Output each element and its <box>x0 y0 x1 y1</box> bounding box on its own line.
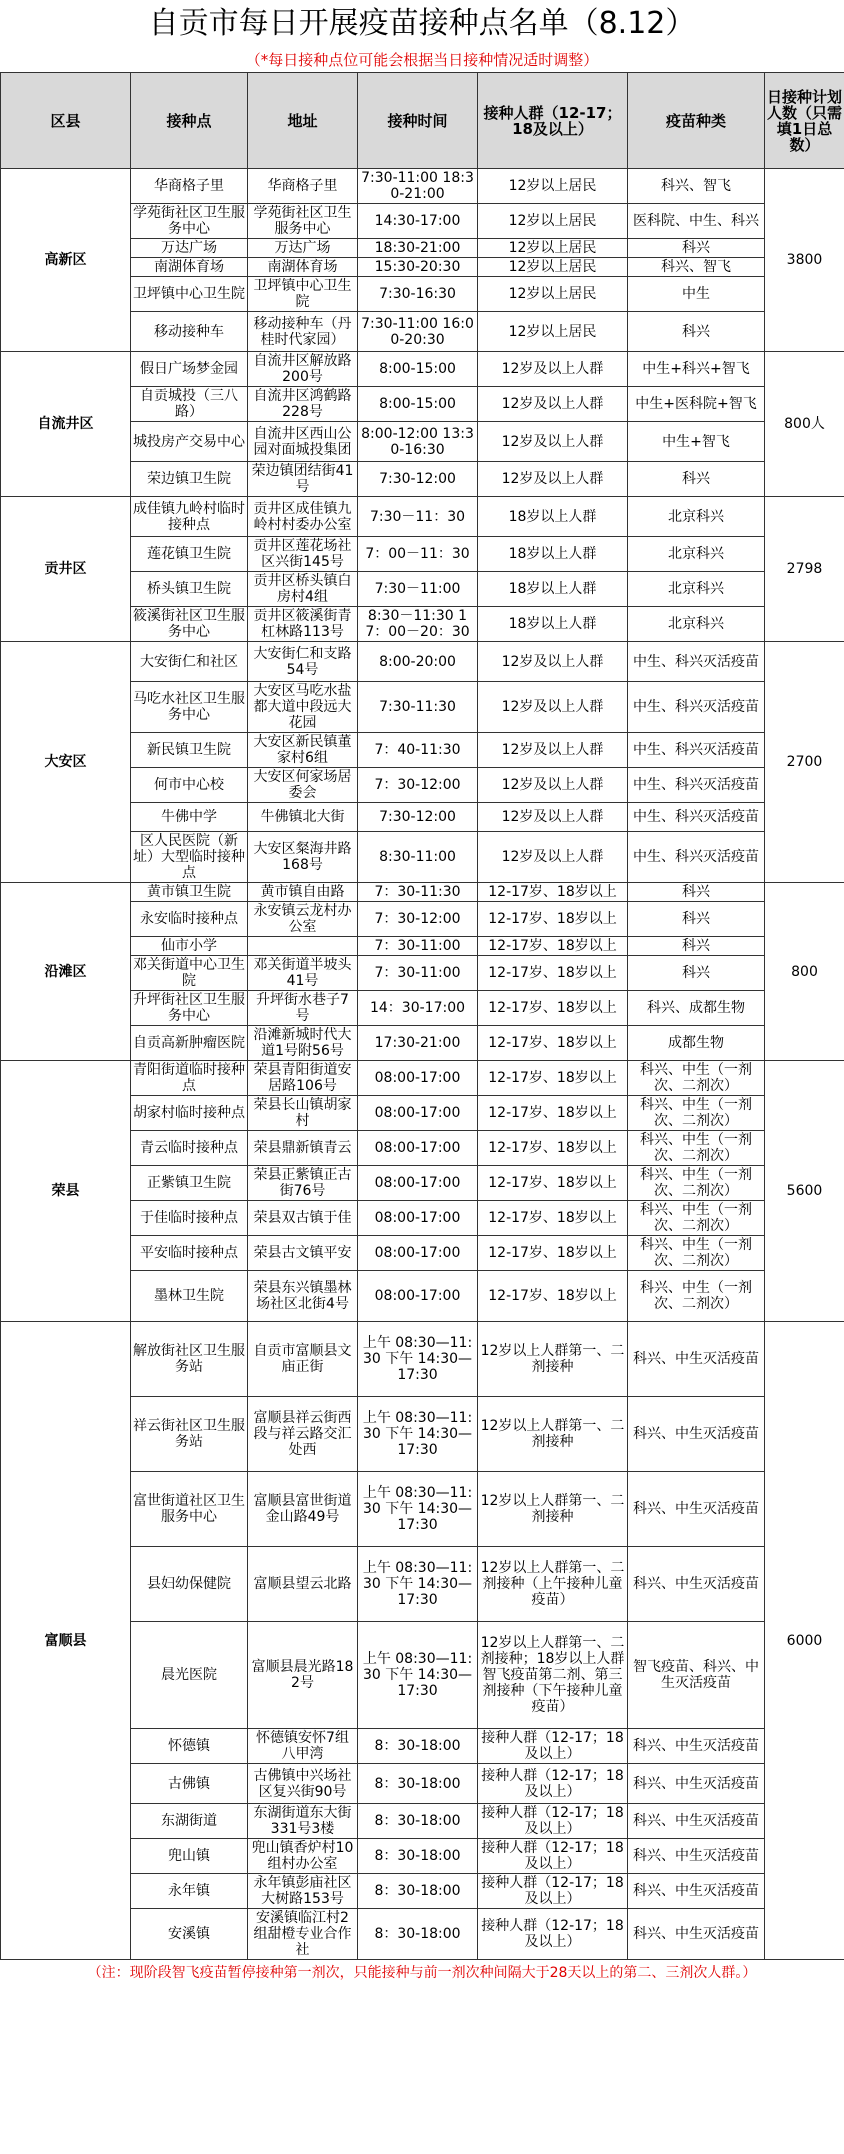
site-cell: 假日广场梦金园 <box>131 352 248 387</box>
daily-total-cell: 2798 <box>765 497 844 642</box>
address-cell: 大安街仁和支路54号 <box>248 642 358 682</box>
address-cell: 黄市镇自由路 <box>248 883 358 902</box>
site-cell: 成佳镇九岭村临时接种点 <box>131 497 248 537</box>
vaccine-cell: 北京科兴 <box>628 607 765 642</box>
address-cell: 荣县长山镇胡家村 <box>248 1096 358 1131</box>
site-cell: 安溪镇 <box>131 1909 248 1960</box>
vaccine-cell: 科兴、中生灭活疫苗 <box>628 1729 765 1764</box>
header-daily-total: 日接种计划人数（只需填1日总数） <box>765 73 844 169</box>
group-cell: 12-17岁、18岁以上 <box>478 1236 628 1271</box>
group-cell: 12-17岁、18岁以上 <box>478 1166 628 1201</box>
time-cell: 8:30-11:00 <box>358 832 478 883</box>
site-cell: 胡家村临时接种点 <box>131 1096 248 1131</box>
district-cell: 贡井区 <box>1 497 131 642</box>
address-cell: 富顺县晨光路182号 <box>248 1622 358 1729</box>
time-cell: 08:00-17:00 <box>358 1166 478 1201</box>
site-cell: 兜山镇 <box>131 1839 248 1874</box>
vaccine-cell: 科兴、中生（一剂次、二剂次） <box>628 1096 765 1131</box>
group-cell: 12岁及以上人群 <box>478 387 628 422</box>
site-cell: 莲花镇卫生院 <box>131 537 248 572</box>
vaccine-cell: 中生 <box>628 277 765 312</box>
address-cell: 富顺县望云北路 <box>248 1547 358 1622</box>
table-row <box>1 169 844 204</box>
vaccine-cell: 科兴、中生（一剂次、二剂次） <box>628 1271 765 1322</box>
site-cell: 邓关街道中心卫生院 <box>131 956 248 991</box>
address-cell: 华商格子里 <box>248 169 358 204</box>
vaccine-cell: 科兴、中生灭活疫苗 <box>628 1547 765 1622</box>
site-cell: 何市中心校 <box>131 768 248 803</box>
group-cell: 12-17岁、18岁以上 <box>478 937 628 956</box>
group-cell: 18岁以上人群 <box>478 572 628 607</box>
address-cell: 贡井区莲花场社区兴街145号 <box>248 537 358 572</box>
vaccine-cell: 科兴、中生（一剂次、二剂次） <box>628 1236 765 1271</box>
group-cell: 18岁以上人群 <box>478 607 628 642</box>
header-group: 接种人群（12-17；18及以上） <box>478 73 628 169</box>
table-row <box>1 497 844 537</box>
group-cell: 12岁及以上人群 <box>478 642 628 682</box>
daily-total-cell: 3800 <box>765 169 844 352</box>
vaccine-cell: 科兴、中生灭活疫苗 <box>628 1804 765 1839</box>
group-cell: 12岁以上人群第一、二剂接种 <box>478 1322 628 1397</box>
table-row <box>1 642 844 682</box>
site-cell: 自贡高新肿瘤医院 <box>131 1026 248 1061</box>
address-cell: 永年镇彭庙社区大树路153号 <box>248 1874 358 1909</box>
group-cell: 12-17岁、18岁以上 <box>478 902 628 937</box>
site-cell: 平安临时接种点 <box>131 1236 248 1271</box>
address-cell: 古佛镇中兴场社区复兴街90号 <box>248 1764 358 1804</box>
vaccine-cell: 科兴 <box>628 902 765 937</box>
site-cell: 自贡城投（三八路） <box>131 387 248 422</box>
group-cell: 接种人群（12-17；18及以上） <box>478 1839 628 1874</box>
address-cell: 自流井区解放路200号 <box>248 352 358 387</box>
vaccine-cell: 科兴 <box>628 239 765 258</box>
vaccine-cell: 科兴、中生灭活疫苗 <box>628 1472 765 1547</box>
group-cell: 12岁及以上人群 <box>478 352 628 387</box>
group-cell: 12-17岁、18岁以上 <box>478 1096 628 1131</box>
time-cell: 7：30-11:00 <box>358 937 478 956</box>
address-cell: 荣县正紫镇正古街76号 <box>248 1166 358 1201</box>
site-cell: 古佛镇 <box>131 1764 248 1804</box>
group-cell: 12-17岁、18岁以上 <box>478 1131 628 1166</box>
time-cell: 8:00-15:00 <box>358 387 478 422</box>
vaccine-cell: 科兴、中生灭活疫苗 <box>628 1839 765 1874</box>
address-cell: 东湖街道东大街331号3楼 <box>248 1804 358 1839</box>
group-cell: 12岁及以上人群 <box>478 803 628 832</box>
vaccine-cell: 中生、科兴灭活疫苗 <box>628 803 765 832</box>
vaccine-cell: 中生+科兴+智飞 <box>628 352 765 387</box>
address-cell: 大安区粲海井路168号 <box>248 832 358 883</box>
vaccine-cell: 北京科兴 <box>628 497 765 537</box>
site-cell: 富世街道社区卫生服务中心 <box>131 1472 248 1547</box>
time-cell: 7:30－11:00 <box>358 572 478 607</box>
address-cell: 大安区马吃水盐都大道中段远大花园 <box>248 682 358 733</box>
time-cell: 7:30-11:30 <box>358 682 478 733</box>
vaccine-cell: 科兴 <box>628 312 765 352</box>
site-cell: 筱溪街社区卫生服务中心 <box>131 607 248 642</box>
footnote: （注：现阶段智飞疫苗暂停接种第一剂次，只能接种与前一剂次种间隔大于28天以上的第二、三剂次人群。） <box>87 1965 757 1981</box>
time-cell: 上午 08:30—11:30 下午 14:30—17:30 <box>358 1322 478 1397</box>
vaccine-cell: 科兴、中生灭活疫苗 <box>628 1322 765 1397</box>
site-cell: 牛佛中学 <box>131 803 248 832</box>
site-cell: 解放街社区卫生服务站 <box>131 1322 248 1397</box>
group-cell: 12-17岁、18岁以上 <box>478 956 628 991</box>
time-cell: 7:30－11：30 <box>358 497 478 537</box>
time-cell: 17:30-21:00 <box>358 1026 478 1061</box>
group-cell: 12岁及以上人群 <box>478 422 628 462</box>
group-cell: 12岁及以上人群 <box>478 768 628 803</box>
address-cell: 移动接种车（丹桂时代家园） <box>248 312 358 352</box>
vaccine-cell: 科兴、智飞 <box>628 258 765 277</box>
address-cell: 荣县古文镇平安 <box>248 1236 358 1271</box>
time-cell: 7：00－11：30 <box>358 537 478 572</box>
time-cell: 8：30-18:00 <box>358 1729 478 1764</box>
time-cell: 8：30-18:00 <box>358 1839 478 1874</box>
time-cell: 8：30-18:00 <box>358 1909 478 1960</box>
header-address: 地址 <box>248 73 358 169</box>
page-subtitle: （*每日接种点位可能会根据当日接种情况适时调整） <box>245 51 599 69</box>
vaccine-cell: 中生、科兴灭活疫苗 <box>628 682 765 733</box>
group-cell: 12岁以上居民 <box>478 239 628 258</box>
time-cell: 7：40-11:30 <box>358 733 478 768</box>
group-cell: 12岁以上人群第一、二剂接种；18岁以上人群智飞疫苗第二剂、第三剂接种（下午接种儿童疫苗） <box>478 1622 628 1729</box>
group-cell: 12岁以上居民 <box>478 169 628 204</box>
daily-total-cell: 6000 <box>765 1322 844 1960</box>
group-cell: 12岁以上人群第一、二剂接种（上午接种儿童疫苗） <box>478 1547 628 1622</box>
time-cell: 18:30-21:00 <box>358 239 478 258</box>
vaccine-cell: 科兴、中生灭活疫苗 <box>628 1874 765 1909</box>
vaccine-cell: 科兴、中生（一剂次、二剂次） <box>628 1061 765 1096</box>
group-cell: 18岁以上人群 <box>478 537 628 572</box>
site-cell: 青云临时接种点 <box>131 1131 248 1166</box>
address-cell: 永安镇云龙村办公室 <box>248 902 358 937</box>
district-cell: 大安区 <box>1 642 131 883</box>
site-cell: 永年镇 <box>131 1874 248 1909</box>
district-cell: 富顺县 <box>1 1322 131 1960</box>
vaccine-cell: 科兴 <box>628 937 765 956</box>
time-cell: 15:30-20:30 <box>358 258 478 277</box>
time-cell: 7：30-12:00 <box>358 768 478 803</box>
time-cell: 7：30-12:00 <box>358 902 478 937</box>
group-cell: 12岁及以上人群 <box>478 733 628 768</box>
address-cell: 荣边镇团结街41号 <box>248 462 358 497</box>
time-cell: 7：30-11:00 <box>358 956 478 991</box>
district-cell: 荣县 <box>1 1061 131 1322</box>
time-cell: 7:30-12:00 <box>358 462 478 497</box>
district-cell: 高新区 <box>1 169 131 352</box>
site-cell: 区人民医院（新址）大型临时接种点 <box>131 832 248 883</box>
address-cell: 兜山镇香炉村10组村办公室 <box>248 1839 358 1874</box>
group-cell: 12岁以上人群第一、二剂接种 <box>478 1397 628 1472</box>
address-cell: 贡井区桥头镇白房村4组 <box>248 572 358 607</box>
site-cell: 南湖体育场 <box>131 258 248 277</box>
vaccine-cell: 科兴、中生灭活疫苗 <box>628 1764 765 1804</box>
vaccine-cell: 中生、科兴灭活疫苗 <box>628 733 765 768</box>
group-cell: 12岁及以上人群 <box>478 462 628 497</box>
address-cell: 自贡市富顺县文庙正街 <box>248 1322 358 1397</box>
group-cell: 接种人群（12-17；18及以上） <box>478 1764 628 1804</box>
site-cell: 县妇幼保健院 <box>131 1547 248 1622</box>
vaccine-cell: 医科院、中生、科兴 <box>628 204 765 239</box>
address-cell: 贡井区成佳镇九岭村村委办公室 <box>248 497 358 537</box>
time-cell: 08:00-17:00 <box>358 1096 478 1131</box>
daily-total-cell: 800人 <box>765 352 844 497</box>
address-cell: 学苑街社区卫生服务中心 <box>248 204 358 239</box>
table-row <box>1 883 844 902</box>
page-title: 自贡市每日开展疫苗接种点名单（8.12） <box>148 6 696 41</box>
site-cell: 东湖街道 <box>131 1804 248 1839</box>
site-cell: 卫坪镇中心卫生院 <box>131 277 248 312</box>
group-cell: 12岁以上居民 <box>478 312 628 352</box>
time-cell: 8:00-20:00 <box>358 642 478 682</box>
address-cell: 自流井区鸿鹤路228号 <box>248 387 358 422</box>
daily-total-cell: 5600 <box>765 1061 844 1322</box>
vaccine-cell: 科兴、智飞 <box>628 169 765 204</box>
time-cell: 8：30-18:00 <box>358 1874 478 1909</box>
table-row <box>1 1322 844 1397</box>
header-time: 接种时间 <box>358 73 478 169</box>
address-cell: 荣县东兴镇墨林场社区北街4号 <box>248 1271 358 1322</box>
site-cell: 黄市镇卫生院 <box>131 883 248 902</box>
vaccine-cell: 科兴、中生灭活疫苗 <box>628 1397 765 1472</box>
vaccine-cell: 科兴、中生（一剂次、二剂次） <box>628 1166 765 1201</box>
vaccination-table <box>0 72 844 1960</box>
header-district: 区县 <box>1 73 131 169</box>
time-cell: 8:00-12:00 13:30-16:30 <box>358 422 478 462</box>
group-cell: 18岁以上人群 <box>478 497 628 537</box>
address-cell: 牛佛镇北大街 <box>248 803 358 832</box>
site-cell: 仙市小学 <box>131 937 248 956</box>
table-header-row <box>1 73 844 169</box>
district-cell: 自流井区 <box>1 352 131 497</box>
vaccine-cell: 科兴、成都生物 <box>628 991 765 1026</box>
time-cell: 7:30-11:00 18:30-21:00 <box>358 169 478 204</box>
time-cell: 上午 08:30—11:30 下午 14:30—17:30 <box>358 1547 478 1622</box>
address-cell: 荣县青阳街道安居路106号 <box>248 1061 358 1096</box>
site-cell: 荣边镇卫生院 <box>131 462 248 497</box>
time-cell: 08:00-17:00 <box>358 1236 478 1271</box>
site-cell: 华商格子里 <box>131 169 248 204</box>
vaccine-cell: 中生、科兴灭活疫苗 <box>628 768 765 803</box>
vaccine-cell: 科兴、中生灭活疫苗 <box>628 1909 765 1960</box>
address-cell: 沿滩新城时代大道1号附56号 <box>248 1026 358 1061</box>
time-cell: 7:30-12:00 <box>358 803 478 832</box>
site-cell: 移动接种车 <box>131 312 248 352</box>
address-cell: 大安区新民镇董家村6组 <box>248 733 358 768</box>
time-cell: 7:30-16:30 <box>358 277 478 312</box>
address-cell: 南湖体育场 <box>248 258 358 277</box>
vaccine-cell: 科兴 <box>628 883 765 902</box>
group-cell: 12-17岁、18岁以上 <box>478 883 628 902</box>
district-cell: 沿滩区 <box>1 883 131 1061</box>
table-row <box>1 1061 844 1096</box>
site-cell: 万达广场 <box>131 239 248 258</box>
group-cell: 12岁及以上人群 <box>478 832 628 883</box>
vaccine-cell: 中生+医科院+智飞 <box>628 387 765 422</box>
vaccine-cell: 科兴 <box>628 462 765 497</box>
site-cell: 城投房产交易中心 <box>131 422 248 462</box>
time-cell: 8:30－11:30 17：00－20：30 <box>358 607 478 642</box>
group-cell: 12岁以上人群第一、二剂接种 <box>478 1472 628 1547</box>
group-cell: 接种人群（12-17；18及以上） <box>478 1874 628 1909</box>
address-cell: 卫坪镇中心卫生院 <box>248 277 358 312</box>
site-cell: 大安街仁和社区 <box>131 642 248 682</box>
vaccine-cell: 科兴 <box>628 956 765 991</box>
address-cell: 贡井区筱溪街青杠林路113号 <box>248 607 358 642</box>
vaccine-cell: 科兴、中生（一剂次、二剂次） <box>628 1201 765 1236</box>
address-cell: 邓关街道半坡头41号 <box>248 956 358 991</box>
table-body <box>1 169 844 1960</box>
site-cell: 正紫镇卫生院 <box>131 1166 248 1201</box>
group-cell: 12-17岁、18岁以上 <box>478 1271 628 1322</box>
vaccine-cell: 北京科兴 <box>628 537 765 572</box>
time-cell: 上午 08:30—11:30 下午 14:30—17:30 <box>358 1397 478 1472</box>
site-cell: 新民镇卫生院 <box>131 733 248 768</box>
vaccine-cell: 科兴、中生（一剂次、二剂次） <box>628 1131 765 1166</box>
header-vaccine: 疫苗种类 <box>628 73 765 169</box>
group-cell: 12岁及以上人群 <box>478 682 628 733</box>
address-cell: 富顺县祥云街西段与祥云路交汇处西 <box>248 1397 358 1472</box>
address-cell: 安溪镇临江村2组甜橙专业合作社 <box>248 1909 358 1960</box>
group-cell: 12岁以上居民 <box>478 277 628 312</box>
time-cell: 7：30-11:30 <box>358 883 478 902</box>
group-cell: 12岁以上居民 <box>478 258 628 277</box>
table-row <box>1 352 844 387</box>
address-cell: 怀德镇安怀7组八甲湾 <box>248 1729 358 1764</box>
group-cell: 12岁以上居民 <box>478 204 628 239</box>
vaccine-cell: 北京科兴 <box>628 572 765 607</box>
site-cell: 于佳临时接种点 <box>131 1201 248 1236</box>
site-cell: 升坪街社区卫生服务中心 <box>131 991 248 1026</box>
site-cell: 学苑街社区卫生服务中心 <box>131 204 248 239</box>
time-cell: 上午 08:30—11:30 下午 14:30—17:30 <box>358 1472 478 1547</box>
time-cell: 上午 08:30—11:30 下午 14:30—17:30 <box>358 1622 478 1729</box>
vaccine-cell: 中生、科兴灭活疫苗 <box>628 642 765 682</box>
time-cell: 8：30-18:00 <box>358 1764 478 1804</box>
address-cell: 大安区何家场居委会 <box>248 768 358 803</box>
header-site: 接种点 <box>131 73 248 169</box>
site-cell: 马吃水社区卫生服务中心 <box>131 682 248 733</box>
site-cell: 永安临时接种点 <box>131 902 248 937</box>
group-cell: 接种人群（12-17；18及以上） <box>478 1729 628 1764</box>
time-cell: 08:00-17:00 <box>358 1061 478 1096</box>
vaccine-cell: 中生、科兴灭活疫苗 <box>628 832 765 883</box>
address-cell: 荣县双古镇于佳 <box>248 1201 358 1236</box>
vaccine-cell: 成都生物 <box>628 1026 765 1061</box>
address-cell: 富顺县富世街道金山路49号 <box>248 1472 358 1547</box>
time-cell: 14：30-17:00 <box>358 991 478 1026</box>
site-cell: 晨光医院 <box>131 1622 248 1729</box>
address-cell: 升坪街水巷子7号 <box>248 991 358 1026</box>
group-cell: 接种人群（12-17；18及以上） <box>478 1909 628 1960</box>
time-cell: 08:00-17:00 <box>358 1131 478 1166</box>
group-cell: 12-17岁、18岁以上 <box>478 1061 628 1096</box>
group-cell: 接种人群（12-17；18及以上） <box>478 1804 628 1839</box>
site-cell: 怀德镇 <box>131 1729 248 1764</box>
time-cell: 08:00-17:00 <box>358 1271 478 1322</box>
daily-total-cell: 2700 <box>765 642 844 883</box>
time-cell: 8：30-18:00 <box>358 1804 478 1839</box>
time-cell: 08:00-17:00 <box>358 1201 478 1236</box>
group-cell: 12-17岁、18岁以上 <box>478 1201 628 1236</box>
daily-total-cell: 800 <box>765 883 844 1061</box>
time-cell: 8:00-15:00 <box>358 352 478 387</box>
address-cell: 万达广场 <box>248 239 358 258</box>
address-cell <box>248 937 358 956</box>
group-cell: 12-17岁、18岁以上 <box>478 991 628 1026</box>
site-cell: 桥头镇卫生院 <box>131 572 248 607</box>
address-cell: 荣县鼎新镇青云 <box>248 1131 358 1166</box>
site-cell: 祥云街社区卫生服务站 <box>131 1397 248 1472</box>
group-cell: 12-17岁、18岁以上 <box>478 1026 628 1061</box>
vaccine-cell: 中生+智飞 <box>628 422 765 462</box>
time-cell: 7:30-11:00 16:00-20:30 <box>358 312 478 352</box>
vaccine-cell: 智飞疫苗、科兴、中生灭活疫苗 <box>628 1622 765 1729</box>
site-cell: 墨林卫生院 <box>131 1271 248 1322</box>
time-cell: 14:30-17:00 <box>358 204 478 239</box>
site-cell: 青阳街道临时接种点 <box>131 1061 248 1096</box>
address-cell: 自流井区西山公园对面城投集团 <box>248 422 358 462</box>
